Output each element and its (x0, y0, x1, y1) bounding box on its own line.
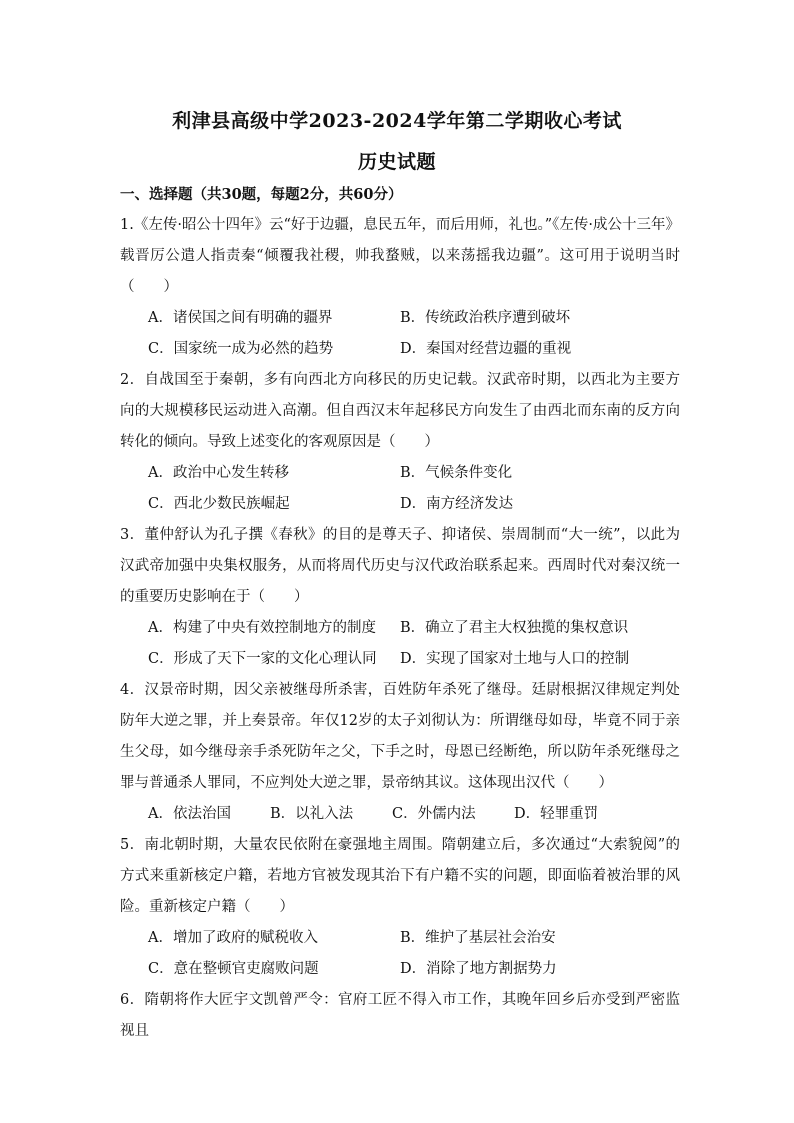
exam-title: 利津县高级中学2023-2024学年第二学期收心考试 (172, 110, 622, 132)
exam-subtitle: 历史试题 (357, 151, 436, 173)
question-stem: 5．南北朝时期，大量农民依附在豪强地主周围。隋朝建立后，多次通过“大索貌阅”的方式来重新核定户籍，若地方官被发现其治下有户籍不实的问题，即面临着被治罪的风险。重新核定户籍（ ） (120, 837, 680, 915)
option-b: B．维护了基层社会治安 (400, 930, 556, 946)
question-list (120, 210, 680, 1047)
option-c: C．形成了天下一家的文化心理认同 (148, 651, 377, 667)
option-b: B．确立了君主大权独揽的集权意识 (400, 620, 629, 636)
option-group (148, 923, 680, 985)
question-6 (120, 985, 680, 1047)
question-stem: 4．汉景帝时期，因父亲被继母所杀害，百姓防年杀死了继母。廷尉根据汉律规定判处防年大逆之罪，并上奏景帝。年仅12岁的太子刘彻认为：所谓继母如母，毕竟不同于亲生父母，如今继母亲手杀死防年之父，下手之时，母恩已经断绝，所以防年杀死继母之罪与普通杀人罪同，不应判处大逆之罪，景帝纳其议。这体现出汉代（ ） (120, 682, 680, 791)
option-d: D．实现了国家对土地与人口的控制 (400, 651, 630, 667)
option-b: B．气候条件变化 (400, 465, 513, 481)
option-group (148, 303, 680, 365)
question-1 (120, 210, 680, 365)
question-stem: 6．隋朝将作大匠宇文凯曾严令：官府工匠不得入市工作，其晚年回乡后亦受到严密监视且 (120, 992, 680, 1039)
option-group (148, 458, 680, 520)
option-d: D．南方经济发达 (400, 496, 514, 512)
option-a: A．诸侯国之间有明确的疆界 (148, 310, 333, 326)
question-3 (120, 520, 680, 675)
option-a: A．政治中心发生转移 (148, 465, 289, 481)
question-stem: 3．董仲舒认为孔子撰《春秋》的目的是尊天子、抑诸侯、崇周制而“大一统”，以此为汉武帝加强中央集权服务，从而将周代历史与汉代政治联系起来。西周时代对秦汉统一的重要历史影响在于（ ） (120, 527, 680, 605)
option-b: B．传统政治秩序遭到破坏 (400, 310, 571, 326)
option-d: D．轻罪重罚 (514, 806, 599, 822)
option-a: A．构建了中央有效控制地方的制度 (148, 620, 376, 636)
option-b: B．以礼入法 (270, 806, 354, 822)
question-5 (120, 830, 680, 985)
option-c: C．意在整顿官吏腐败问题 (148, 961, 319, 977)
option-c: C．西北少数民族崛起 (148, 496, 290, 512)
option-group (148, 799, 680, 830)
question-2 (120, 365, 680, 520)
option-d: D．秦国对经营边疆的重视 (400, 341, 572, 357)
option-a: A．依法治国 (148, 806, 231, 822)
question-stem: 1.《左传·昭公十四年》云“好于边疆，息民五年，而后用师，礼也。”《左传·成公十三年》载晋厉公遣人指责秦“倾覆我社稷，帅我蝥贼，以来荡摇我边疆”。这可用于说明当时（ ） (120, 217, 680, 295)
option-d: D．消除了地方割据势力 (400, 961, 557, 977)
question-4 (120, 675, 680, 830)
option-c: C．国家统一成为必然的趋势 (148, 341, 334, 357)
option-c: C．外儒内法 (392, 806, 476, 822)
option-a: A．增加了政府的赋税收入 (148, 930, 318, 946)
section-heading: 一、选择题（共30题，每题2分，共60分） (120, 186, 403, 203)
option-group (148, 613, 680, 675)
question-stem: 2．自战国至于秦朝，多有向西北方向移民的历史记载。汉武帝时期，以西北为主要方向的大规模移民运动进入高潮。但自西汉末年起移民方向发生了由西北而东南的反方向转化的倾向。导致上述变化的客观原因是（ ） (120, 372, 680, 450)
